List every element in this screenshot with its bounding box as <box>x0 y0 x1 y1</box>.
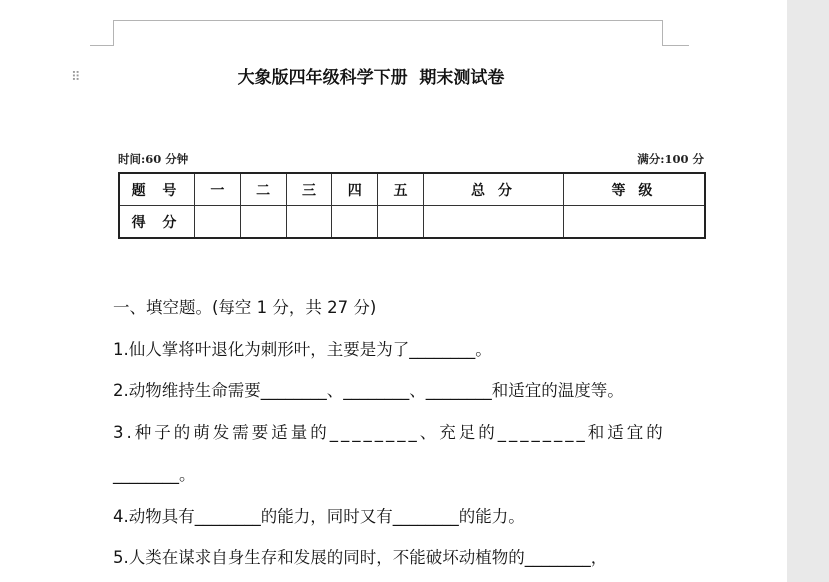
header-top-line <box>113 20 662 21</box>
table-header-cell: 题 号 <box>119 173 195 206</box>
question-3-line-1: 3.种子的萌发需要适量的________、充足的________和适宜的 <box>113 423 666 442</box>
document-title: 大象版四年级科学下册 期末测试卷 <box>237 68 505 88</box>
header-right-edge <box>662 20 663 45</box>
left-margin-mark <box>90 45 114 46</box>
paragraph-drag-handle-icon[interactable]: ⠿ <box>71 70 80 85</box>
score-table-header-row <box>119 173 705 206</box>
table-cell[interactable] <box>195 206 241 239</box>
question-4: 4.动物具有________的能力，同时又有________的能力。 <box>113 507 525 526</box>
table-cell[interactable] <box>332 206 378 239</box>
table-cell[interactable] <box>286 206 332 239</box>
full-score-label: 满分:100 分 <box>637 152 704 166</box>
table-header-cell: 四 <box>332 173 378 206</box>
section-heading: 一、填空题。(每空 1 分，共 27 分) <box>113 298 377 317</box>
table-row-label: 得 分 <box>119 206 195 239</box>
table-cell[interactable] <box>240 206 286 239</box>
header-left-edge <box>113 20 114 45</box>
question-5: 5.人类在谋求自身生存和发展的同时，不能破坏动植物的________， <box>113 548 608 567</box>
table-header-cell: 五 <box>378 173 424 206</box>
table-cell[interactable] <box>423 206 563 239</box>
table-header-cell: 总 分 <box>423 173 563 206</box>
window-gutter <box>787 0 829 582</box>
table-header-cell: 三 <box>286 173 332 206</box>
score-table-row <box>119 206 705 239</box>
score-table <box>118 172 706 239</box>
question-1: 1.仙人掌将叶退化为刺形叶，主要是为了________。 <box>113 340 492 359</box>
question-3-line-2: ________。 <box>113 465 196 484</box>
right-margin-mark <box>662 45 689 46</box>
table-cell[interactable] <box>563 206 705 239</box>
table-header-cell: 等 级 <box>563 173 705 206</box>
table-header-cell: 一 <box>195 173 241 206</box>
question-2: 2.动物维持生命需要________、________、________和适宜的温度等。 <box>113 381 624 400</box>
table-cell[interactable] <box>378 206 424 239</box>
time-label: 时间:60 分钟 <box>118 152 189 166</box>
table-header-cell: 二 <box>240 173 286 206</box>
